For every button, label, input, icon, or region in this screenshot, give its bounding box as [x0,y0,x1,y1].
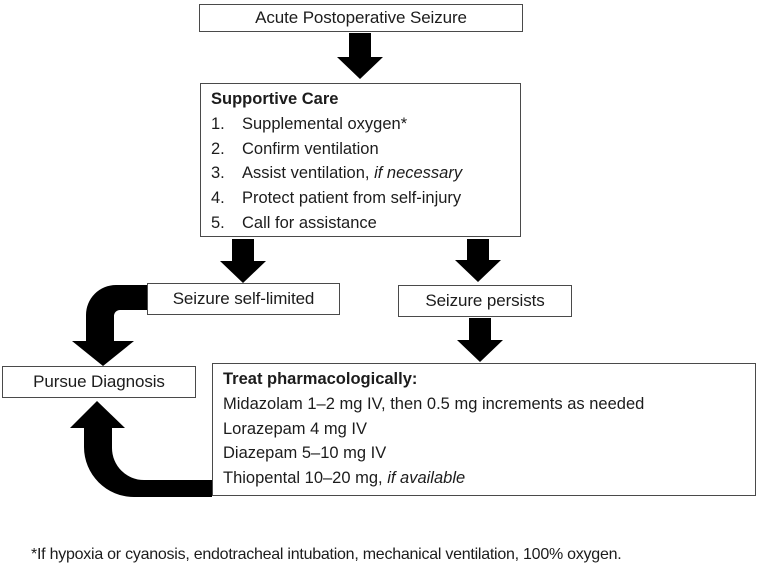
list-item-number: 3. [211,164,225,183]
list-item [211,161,510,186]
list-item-text: Confirm ventilation [242,139,379,158]
arrow-down-persists-to-treat [457,318,503,362]
list-item-text: Supplemental oxygen* [242,114,408,133]
pursue-diagnosis-node [2,366,196,398]
treat-title: Treat pharmacologically: [223,370,418,388]
treat-line: Midazolam 1–2 mg IV, then 0.5 mg increments as needed [223,394,645,413]
list-item [211,186,510,211]
list-item-number: 1. [211,114,225,133]
start-node-label: Acute Postoperative Seizure [255,8,467,27]
list-item [211,211,510,236]
list-item-text: Protect patient from self-injury [242,189,462,208]
supportive-care-title: Supportive Care [211,90,339,108]
treat-line: Lorazepam 4 mg IV [223,419,367,438]
list-item [211,112,510,137]
treat-line: Thiopental 10–20 mg, if available [223,469,466,488]
treat-pharmacologically-node [212,363,756,496]
seizure-persists-node [398,285,572,317]
elbow-arrow-self-limited-to-pursue [72,285,147,366]
list-item-number: 4. [211,189,225,208]
start-node [199,4,523,32]
list-item-text: Call for assistance [242,213,377,232]
seizure-persists-label: Seizure persists [425,291,545,310]
arrow-down-supportive-to-self-limited [220,239,266,283]
list-item-number: 2. [211,139,225,158]
list-item [211,137,510,162]
arrow-down-start-to-supportive [337,33,383,79]
list-item-number: 5. [211,213,225,232]
list-item-text: Assist ventilation, if necessary [242,164,463,183]
pursue-diagnosis-label: Pursue Diagnosis [33,372,165,391]
footnote: *If hypoxia or cyanosis, endotracheal intubation, mechanical ventilation, 100% oxygen. [31,546,622,563]
treat-line: Diazepam 5–10 mg IV [223,444,387,463]
seizure-self-limited-node [147,283,340,315]
arrow-down-supportive-to-persists [455,239,501,282]
supportive-care-node [200,83,521,237]
seizure-self-limited-label: Seizure self-limited [172,289,315,308]
elbow-arrow-treat-to-pursue [70,401,212,497]
